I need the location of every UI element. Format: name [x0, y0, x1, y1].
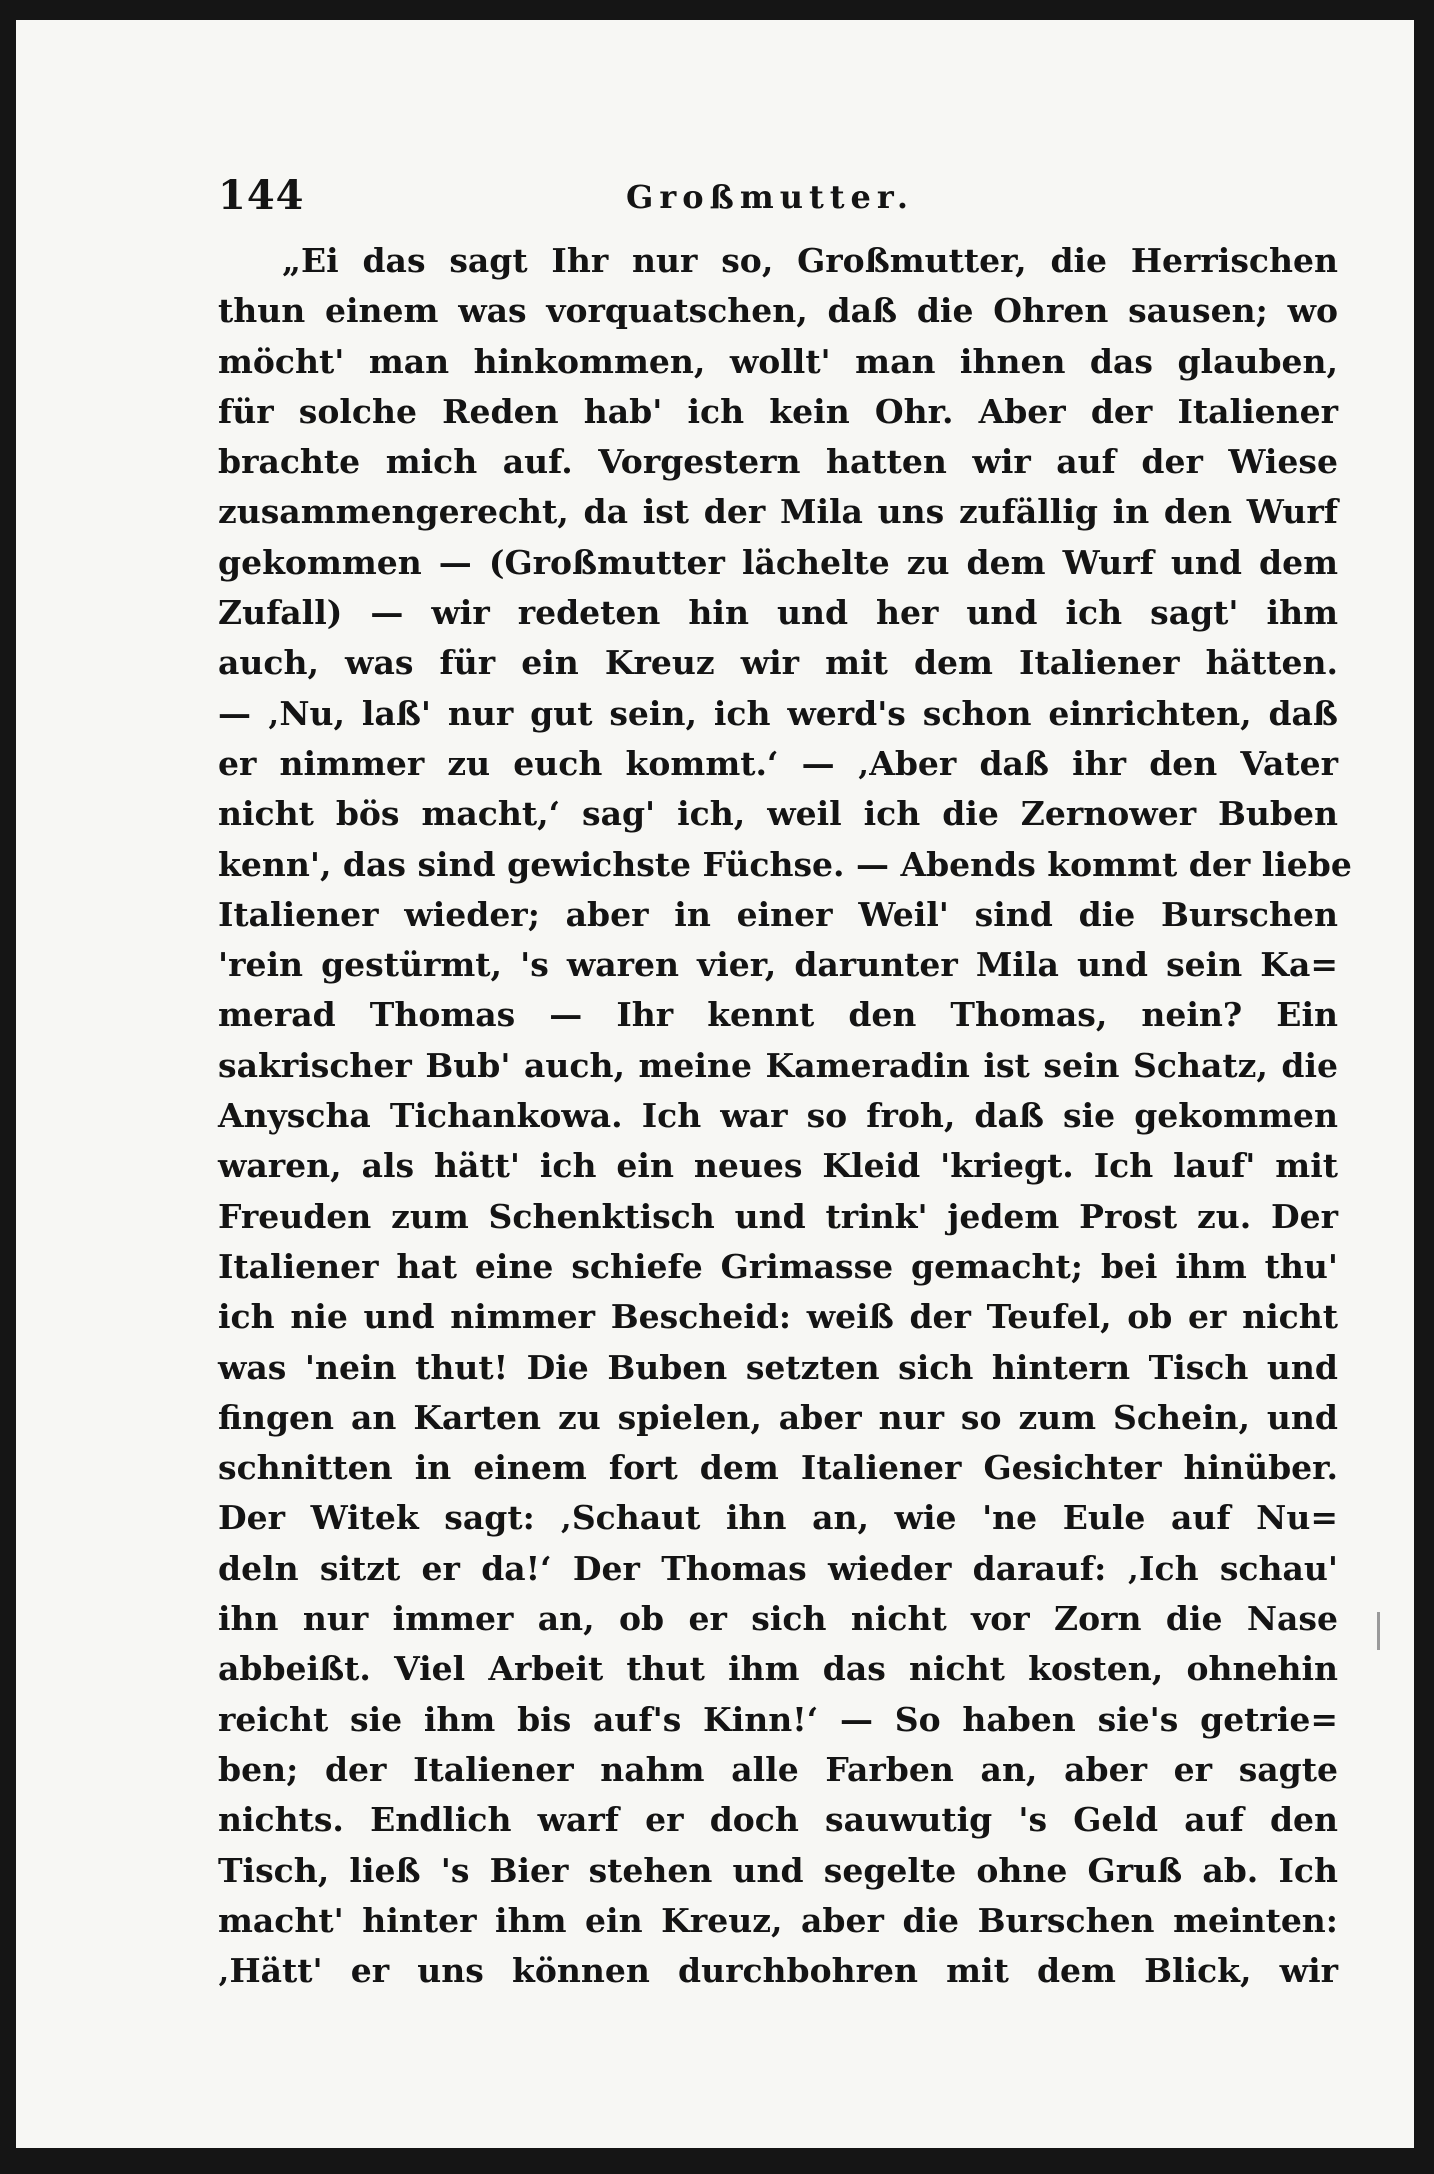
text-line: macht' hinter ihm ein Kreuz, aber die Burschen meinten: [218, 1900, 1338, 1940]
text-line: reicht sie ihm bis auf's Kinn!‘ — So haben sie's getrie= [218, 1699, 1338, 1739]
text-line: Der Witek sagt: ‚Schaut ihn an, wie 'ne Eule auf Nu= [218, 1498, 1338, 1538]
text-line: — ‚Nu, laß' nur gut sein, ich werd's schon einrichten, daß [218, 693, 1338, 733]
text-line: brachte mich auf. Vorgestern hatten wir auf der Wiese [218, 442, 1338, 482]
page-header [204, 172, 1336, 232]
text-line: Freuden zum Schenktisch und trink' jedem Prost zu. Der [218, 1196, 1338, 1236]
text-line: möcht' man hinkommen, wollt' man ihnen das glauben, [218, 341, 1338, 381]
text-line: 'rein gestürmt, 's waren vier, darunter Mila und sein Ka= [218, 945, 1338, 985]
text-line: gekommen — (Großmutter lächelte zu dem Wurf und dem [218, 542, 1338, 582]
text-line: ‚Hätt' er uns können durchbohren mit dem Blick, wir [218, 1951, 1338, 1991]
text-line: für solche Reden hab' ich kein Ohr. Aber der Italiener [218, 391, 1338, 431]
text-line: was 'nein thut! Die Buben setzten sich hintern Tisch und [218, 1347, 1338, 1387]
text-line: Zufall) — wir redeten hin und her und ich sagt' ihm [218, 593, 1338, 633]
text-line: waren, als hätt' ich ein neues Kleid 'kriegt. Ich lauf' mit [218, 1146, 1338, 1186]
text-line: kenn', das sind gewichste Füchse. — Abends kommt der liebe [218, 844, 1352, 884]
text-line: nichts. Endlich warf er doch sauwutig 's Geld auf den [218, 1800, 1338, 1840]
text-line: sakrischer Bub' auch, meine Kameradin ist sein Schatz, die [218, 1045, 1338, 1085]
text-line: thun einem was vorquatschen, daß die Ohren sausen; wo [218, 291, 1338, 331]
text-line: fingen an Karten zu spielen, aber nur so zum Schein, und [218, 1397, 1338, 1437]
text-line: deln sitzt er da!‘ Der Thomas wieder darauf: ‚Ich schau' [218, 1548, 1338, 1588]
text-line: abbeißt. Viel Arbeit thut ihm das nicht kosten, ohnehin [218, 1649, 1338, 1689]
page-number: 144 [218, 172, 305, 219]
text-line: zusammengerecht, da ist der Mila uns zufällig in den Wurf [218, 492, 1338, 532]
text-line: auch, was für ein Kreuz wir mit dem Italiener hätten. [218, 643, 1338, 683]
body-text [218, 236, 1352, 1996]
text-line: ich nie und nimmer Bescheid: weiß der Teufel, ob er nicht [218, 1297, 1338, 1337]
text-line: schnitten in einem fort dem Italiener Gesichter hinüber. [218, 1448, 1338, 1488]
margin-mark [1377, 1612, 1380, 1650]
text-line: er nimmer zu euch kommt.‘ — ‚Aber daß ihr den Vater [218, 743, 1338, 783]
text-line: „Ei das sagt Ihr nur so, Großmutter, die Herrischen [282, 241, 1338, 280]
running-title: Großmutter. [626, 178, 914, 216]
text-line: Anyscha Tichankowa. Ich war so froh, daß sie gekommen [218, 1096, 1338, 1136]
text-line: ihn nur immer an, ob er sich nicht vor Zorn die Nase [218, 1599, 1338, 1639]
text-line: ben; der Italiener nahm alle Farben an, aber er sagte [218, 1749, 1338, 1789]
text-line: Tisch, ließ 's Bier stehen und segelte ohne Gruß ab. Ich [218, 1850, 1338, 1890]
text-line: Italiener hat eine schiefe Grimasse gemacht; bei ihm thu' [218, 1246, 1338, 1286]
text-line: nicht bös macht,‘ sag' ich, weil ich die Zernower Buben [218, 794, 1338, 834]
text-line: merad Thomas — Ihr kennt den Thomas, nein? Ein [218, 995, 1338, 1035]
text-line: Italiener wieder; aber in einer Weil' sind die Burschen [218, 894, 1338, 934]
